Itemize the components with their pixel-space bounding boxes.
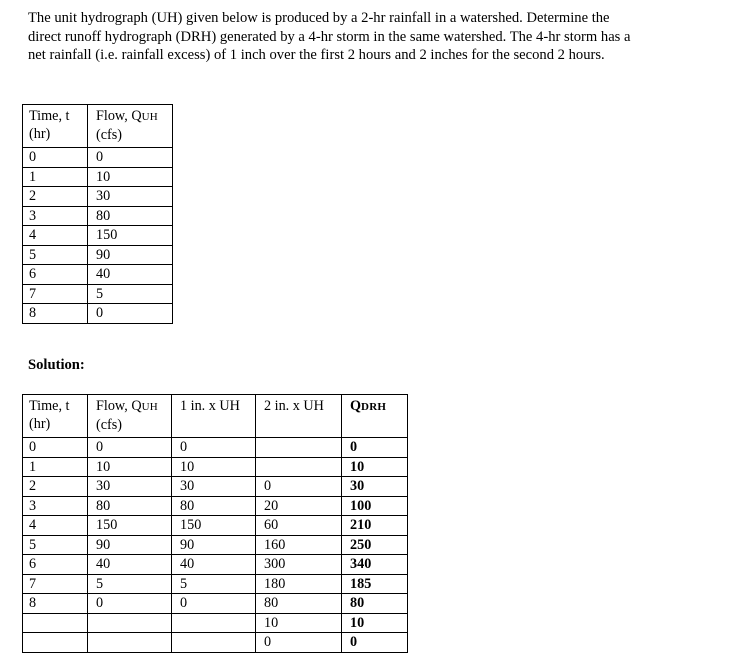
table-cell xyxy=(256,438,342,458)
flow-header-subscript: UH xyxy=(141,401,158,413)
table-header-row xyxy=(23,105,173,148)
unit-hydrograph-table xyxy=(22,104,173,324)
table-cell: 1 xyxy=(23,457,88,477)
table-cell: 40 xyxy=(88,555,172,575)
table-cell: 150 xyxy=(88,226,173,246)
time-header xyxy=(23,105,88,148)
table-row xyxy=(23,555,408,575)
table-cell xyxy=(23,633,88,653)
table-row xyxy=(23,594,408,614)
table-cell xyxy=(172,613,256,633)
table-cell: 0 xyxy=(23,438,88,458)
table-cell: 0 xyxy=(88,438,172,458)
table-cell: 5 xyxy=(23,245,88,265)
table-cell: 0 xyxy=(256,633,342,653)
table-cell: 5 xyxy=(88,284,173,304)
table-row xyxy=(23,438,408,458)
table-cell: 5 xyxy=(23,535,88,555)
table-cell: 80 xyxy=(172,496,256,516)
table-cell xyxy=(172,633,256,653)
table-cell: 0 xyxy=(88,304,173,324)
table-cell: 5 xyxy=(88,574,172,594)
flow-header-label: Flow, Q xyxy=(96,398,142,414)
table-cell: 80 xyxy=(88,206,173,226)
flow-header xyxy=(88,105,173,148)
table-cell: 8 xyxy=(23,304,88,324)
table-cell: 80 xyxy=(342,594,408,614)
time-header-unit: (hr) xyxy=(29,416,51,432)
problem-statement xyxy=(28,9,718,65)
table-row xyxy=(23,535,408,555)
uh-table-body xyxy=(23,148,173,324)
flow-header-unit: (cfs) xyxy=(96,417,122,433)
table-row xyxy=(23,167,173,187)
problem-line: direct runoff hydrograph (DRH) generated by a 4-hr storm in the same watershed. The 4-hr storm has a xyxy=(28,28,631,45)
table-cell: 150 xyxy=(88,516,172,536)
table-cell: 6 xyxy=(23,555,88,575)
problem-line: net rainfall (i.e. rainfall excess) of 1 inch over the first 2 hours and 2 inches for the second 2 hours. xyxy=(28,47,605,63)
q-drh-header xyxy=(342,395,408,438)
table-cell: 8 xyxy=(23,594,88,614)
table-cell xyxy=(256,457,342,477)
table-row xyxy=(23,613,408,633)
table-cell: 3 xyxy=(23,496,88,516)
table-cell: 2 xyxy=(23,477,88,497)
table-cell: 160 xyxy=(256,535,342,555)
q-drh-header-label: Q xyxy=(350,398,362,414)
table-row xyxy=(23,245,173,265)
table-cell: 30 xyxy=(172,477,256,497)
table-row xyxy=(23,226,173,246)
table-row xyxy=(23,206,173,226)
table-cell: 10 xyxy=(172,457,256,477)
table-cell: 0 xyxy=(172,438,256,458)
two-inch-uh-header: 2 in. x UH xyxy=(256,395,342,438)
flow-header xyxy=(88,395,172,438)
table-cell: 210 xyxy=(342,516,408,536)
table-cell: 6 xyxy=(23,265,88,285)
table-row xyxy=(23,633,408,653)
table-cell: 0 xyxy=(256,477,342,497)
table-cell: 80 xyxy=(88,496,172,516)
table-cell: 0 xyxy=(342,633,408,653)
table-cell: 10 xyxy=(342,457,408,477)
time-header-label: Time, t xyxy=(29,398,70,414)
table-cell: 150 xyxy=(172,516,256,536)
table-cell: 90 xyxy=(88,535,172,555)
table-row xyxy=(23,457,408,477)
table-cell: 0 xyxy=(88,148,173,168)
table-cell: 90 xyxy=(88,245,173,265)
table-row xyxy=(23,187,173,207)
table-row xyxy=(23,265,173,285)
table-cell xyxy=(23,613,88,633)
time-header-unit: (hr) xyxy=(29,126,51,142)
table-cell: 3 xyxy=(23,206,88,226)
table-cell: 180 xyxy=(256,574,342,594)
table-cell: 7 xyxy=(23,284,88,304)
table-cell: 185 xyxy=(342,574,408,594)
table-row xyxy=(23,284,173,304)
time-header xyxy=(23,395,88,438)
table-cell: 30 xyxy=(342,477,408,497)
table-cell: 340 xyxy=(342,555,408,575)
table-cell: 30 xyxy=(88,477,172,497)
table-cell: 80 xyxy=(256,594,342,614)
table-row xyxy=(23,574,408,594)
table-cell: 10 xyxy=(88,167,173,187)
table-cell: 40 xyxy=(88,265,173,285)
flow-header-unit: (cfs) xyxy=(96,127,122,143)
problem-line: The unit hydrograph (UH) given below is produced by a 2-hr rainfall in a watershed. Determine the xyxy=(28,10,610,26)
table-row xyxy=(23,496,408,516)
drh-table-body xyxy=(23,438,408,653)
table-header-row xyxy=(23,395,408,438)
table-cell: 60 xyxy=(256,516,342,536)
table-cell: 0 xyxy=(23,148,88,168)
table-cell: 0 xyxy=(172,594,256,614)
flow-header-subscript: UH xyxy=(141,111,158,123)
table-row xyxy=(23,516,408,536)
table-cell: 20 xyxy=(256,496,342,516)
table-cell: 4 xyxy=(23,516,88,536)
table-cell: 300 xyxy=(256,555,342,575)
table-cell: 2 xyxy=(23,187,88,207)
table-cell xyxy=(88,633,172,653)
table-cell: 0 xyxy=(88,594,172,614)
table-cell: 250 xyxy=(342,535,408,555)
table-row xyxy=(23,148,173,168)
table-cell: 10 xyxy=(342,613,408,633)
table-cell: 10 xyxy=(256,613,342,633)
table-cell xyxy=(88,613,172,633)
table-cell: 40 xyxy=(172,555,256,575)
solution-label: Solution: xyxy=(28,357,85,373)
q-drh-header-subscript: DRH xyxy=(361,401,387,413)
table-cell: 90 xyxy=(172,535,256,555)
table-cell: 10 xyxy=(88,457,172,477)
table-cell: 5 xyxy=(172,574,256,594)
table-cell: 4 xyxy=(23,226,88,246)
time-header-label: Time, t xyxy=(29,108,70,124)
table-cell: 7 xyxy=(23,574,88,594)
table-row xyxy=(23,304,173,324)
table-cell: 0 xyxy=(342,438,408,458)
table-cell: 1 xyxy=(23,167,88,187)
table-cell: 100 xyxy=(342,496,408,516)
flow-header-label: Flow, Q xyxy=(96,108,142,124)
table-row xyxy=(23,477,408,497)
table-cell: 30 xyxy=(88,187,173,207)
one-inch-uh-header: 1 in. x UH xyxy=(172,395,256,438)
direct-runoff-table xyxy=(22,394,408,653)
